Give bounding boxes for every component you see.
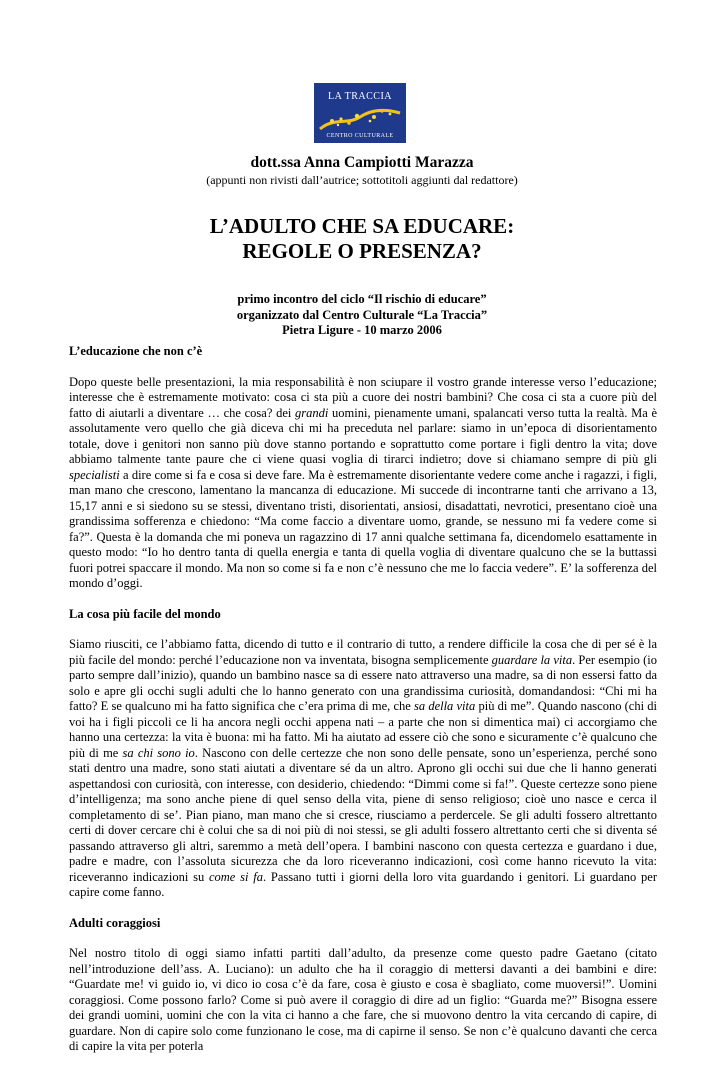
event-info <box>0 292 724 339</box>
italic-text: specialisti <box>69 467 120 482</box>
italic-text: sa della vita <box>414 699 476 713</box>
section-heading: La cosa più facile del mondo <box>69 606 221 621</box>
section <box>69 607 657 901</box>
italic-text: grandi <box>295 405 329 420</box>
paragraph: Dopo queste belle presentazioni, la mia responsabilità è non sciupare il vostro grande interesse verso l’educazione; interesse che è estremamente motivato: cosa ci sta più a cuore dei nostri bambini? Che cosa ci sta a cuore più del fatto di aiutarli a diventare … che cosa? dei grandi uomini, pienamente umani, spalancati verso tutta la realtà. Ma è assolutamente vero quello che già diceva chi mi ha preceduta nel parlare: siamo in un’epoca di disorientamento totale, dove i genitori non sanno più dove stanno portando e soprattutto come portare i figli dentro la vita; dove abbiamo talmente tante paure che ci viene quasi voglia di tirarci indietro; dove si chiamano sempre di più gli specialisti a dire come si fa e cosa si deve fare. Ma è estremamente disorientante vedere come anche i ragazzi, i figli, man mano che crescono, lamentano la mancanza di educazione. Mi succede di incontrarne tanti che arrivano a 13, 15,17 anni e si siedono su se stessi, diventano tristi, disorientati, ansiosi, disadattati, nevrotici, presentano cioè una grandissima sofferenza e chiedono: “Ma come faccio a diventare uomo, grande, se nessuno mi fa vedere come si fa?”. Questa è la domanda che mi poneva un ragazzino di 17 anni qualche settimana fa, dicendomelo esattamente in questo modo: “Io ho dentro tanta di quella energia e tanta di quella voglia di diventare qualcuno che se la buttassi fuori potrei spaccare il mondo. Ma non so come si fa e non c’è nessuno che me lo faccia vedere”. E’ la sofferenza del mondo d’oggi. <box>69 374 657 590</box>
italic-text: come si fa <box>208 869 263 884</box>
section-heading: Adulti coraggiosi <box>69 915 161 930</box>
article-body <box>69 344 657 1070</box>
logo-title: LA TRACCIA <box>328 91 392 102</box>
author-name: dott.ssa Anna Campiotti Marazza <box>250 154 474 171</box>
la-traccia-logo <box>314 83 406 143</box>
author-note: (appunti non rivisti dall’autrice; sottotitoli aggiunti dal redattore) <box>206 173 518 187</box>
event-line: organizzato dal Centro Culturale “La Traccia” <box>236 307 488 322</box>
logo-subtitle: CENTRO CULTURALE <box>326 133 394 139</box>
event-line: Pietra Ligure - 10 marzo 2006 <box>282 323 442 337</box>
title-line: REGOLE O PRESENZA? <box>242 239 482 263</box>
paragraph: Siamo riusciti, ce l’abbiamo fatta, dicendo di tutto e il contrario di tutto, a rendere difficile la cosa che di per sé è la più facile del mondo: perché l’educazione non va inventata, bisogna semplicemente guardare la vita. Per esempio (io parto sempre dall’inizio), quando un bambino nasce sa di essere nato attraverso una madre, sa di non essersi fatto da solo e apre gli occhi sugli adulti che lo hanno generato con una grandissima curiosità, domandandosi: “Chi mi ha fatto? E se qualcuno mi ha fatto significa che c’era prima di me, che sa della vita più di me”. Quando nascono (chi di voi ha i figli piccoli ce li ha ancora negli occhi appena nati – a parte che non si dimentica mai) ci accorgiamo che hanno una certezza: la vita è buona: mi ha fatto. Mi ha aiutato ad essere ciò che sono e sicuramente c’è qualcuno che più di me sa chi sono io. Nascono con delle certezze che non sono delle pensate, sono un’esperienza, perché sono stati dentro una madre, sono stati aiutati a diventare sé da un altro. Aprono gli occhi sui due che li hanno generati aspettandosi con curiosità, con interesse, con desiderio, chiedendo: “Dimmi come si fa!”. Queste certezze sono piene d’intelligenza; ma sono anche piene di quel senso della vita, piene di senso religioso; cioè uno nasce e cerca il completamento di se’. Pian piano, man mano che si cresce, riusciamo a perdercele. Se gli adulti fossero altrettanto certi di dover cercare chi è colui che sa di noi più di noi stessi, se gli adulti fossero altrettanto certi che si diventa sé passando attraverso gli altri, saremmo a metà dell’opera. I bambini nascono con questa certezza e guardano i due, padre e madre, con l’assoluta sicurezza che da loro riceveranno indicazioni, così come hanno ricevuto la vita: riceveranno indicazioni su come si fa. Passano tutti i giorni della loro vita guardando i genitori. Li guardano per capire come fanno. <box>69 637 657 899</box>
paragraph: Nel nostro titolo di oggi siamo infatti partiti dall’adulto, da presenze come questo padre Gaetano (citato nell’introduzione dell’ass. A. Luciano): un adulto che ha il coraggio di mettersi davanti a dei bambini e dire: “Guardate me! vi guido io, vi dico io cosa c’è da fare, cosa è giusto e cosa è sbagliato, come muoversi!”. Uomini coraggiosi. Come possono farlo? Come si può avere il coraggio di dire ad un figlio: “Guarda me?” Bisogna essere dei grandi uomini, uomini che con la vita ci hanno a che fare, che si muovono dentro la vita cercando di capire, di guardare. Non di capire solo come funzionano le cose, ma di capirne il senso. Se non c’è qualcuno davanti che cerca di capire la vita per poterla <box>69 946 657 1053</box>
italic-text: sa chi sono io <box>122 745 195 760</box>
event-line: primo incontro del ciclo “Il rischio di educare” <box>237 292 487 306</box>
section <box>69 344 657 592</box>
section-heading: L’educazione che non c’è <box>69 344 203 358</box>
italic-text: guardare la vita <box>491 652 573 667</box>
document-title <box>0 214 724 264</box>
section <box>69 916 657 1055</box>
title-line: L’ADULTO CHE SA EDUCARE: <box>209 214 515 238</box>
